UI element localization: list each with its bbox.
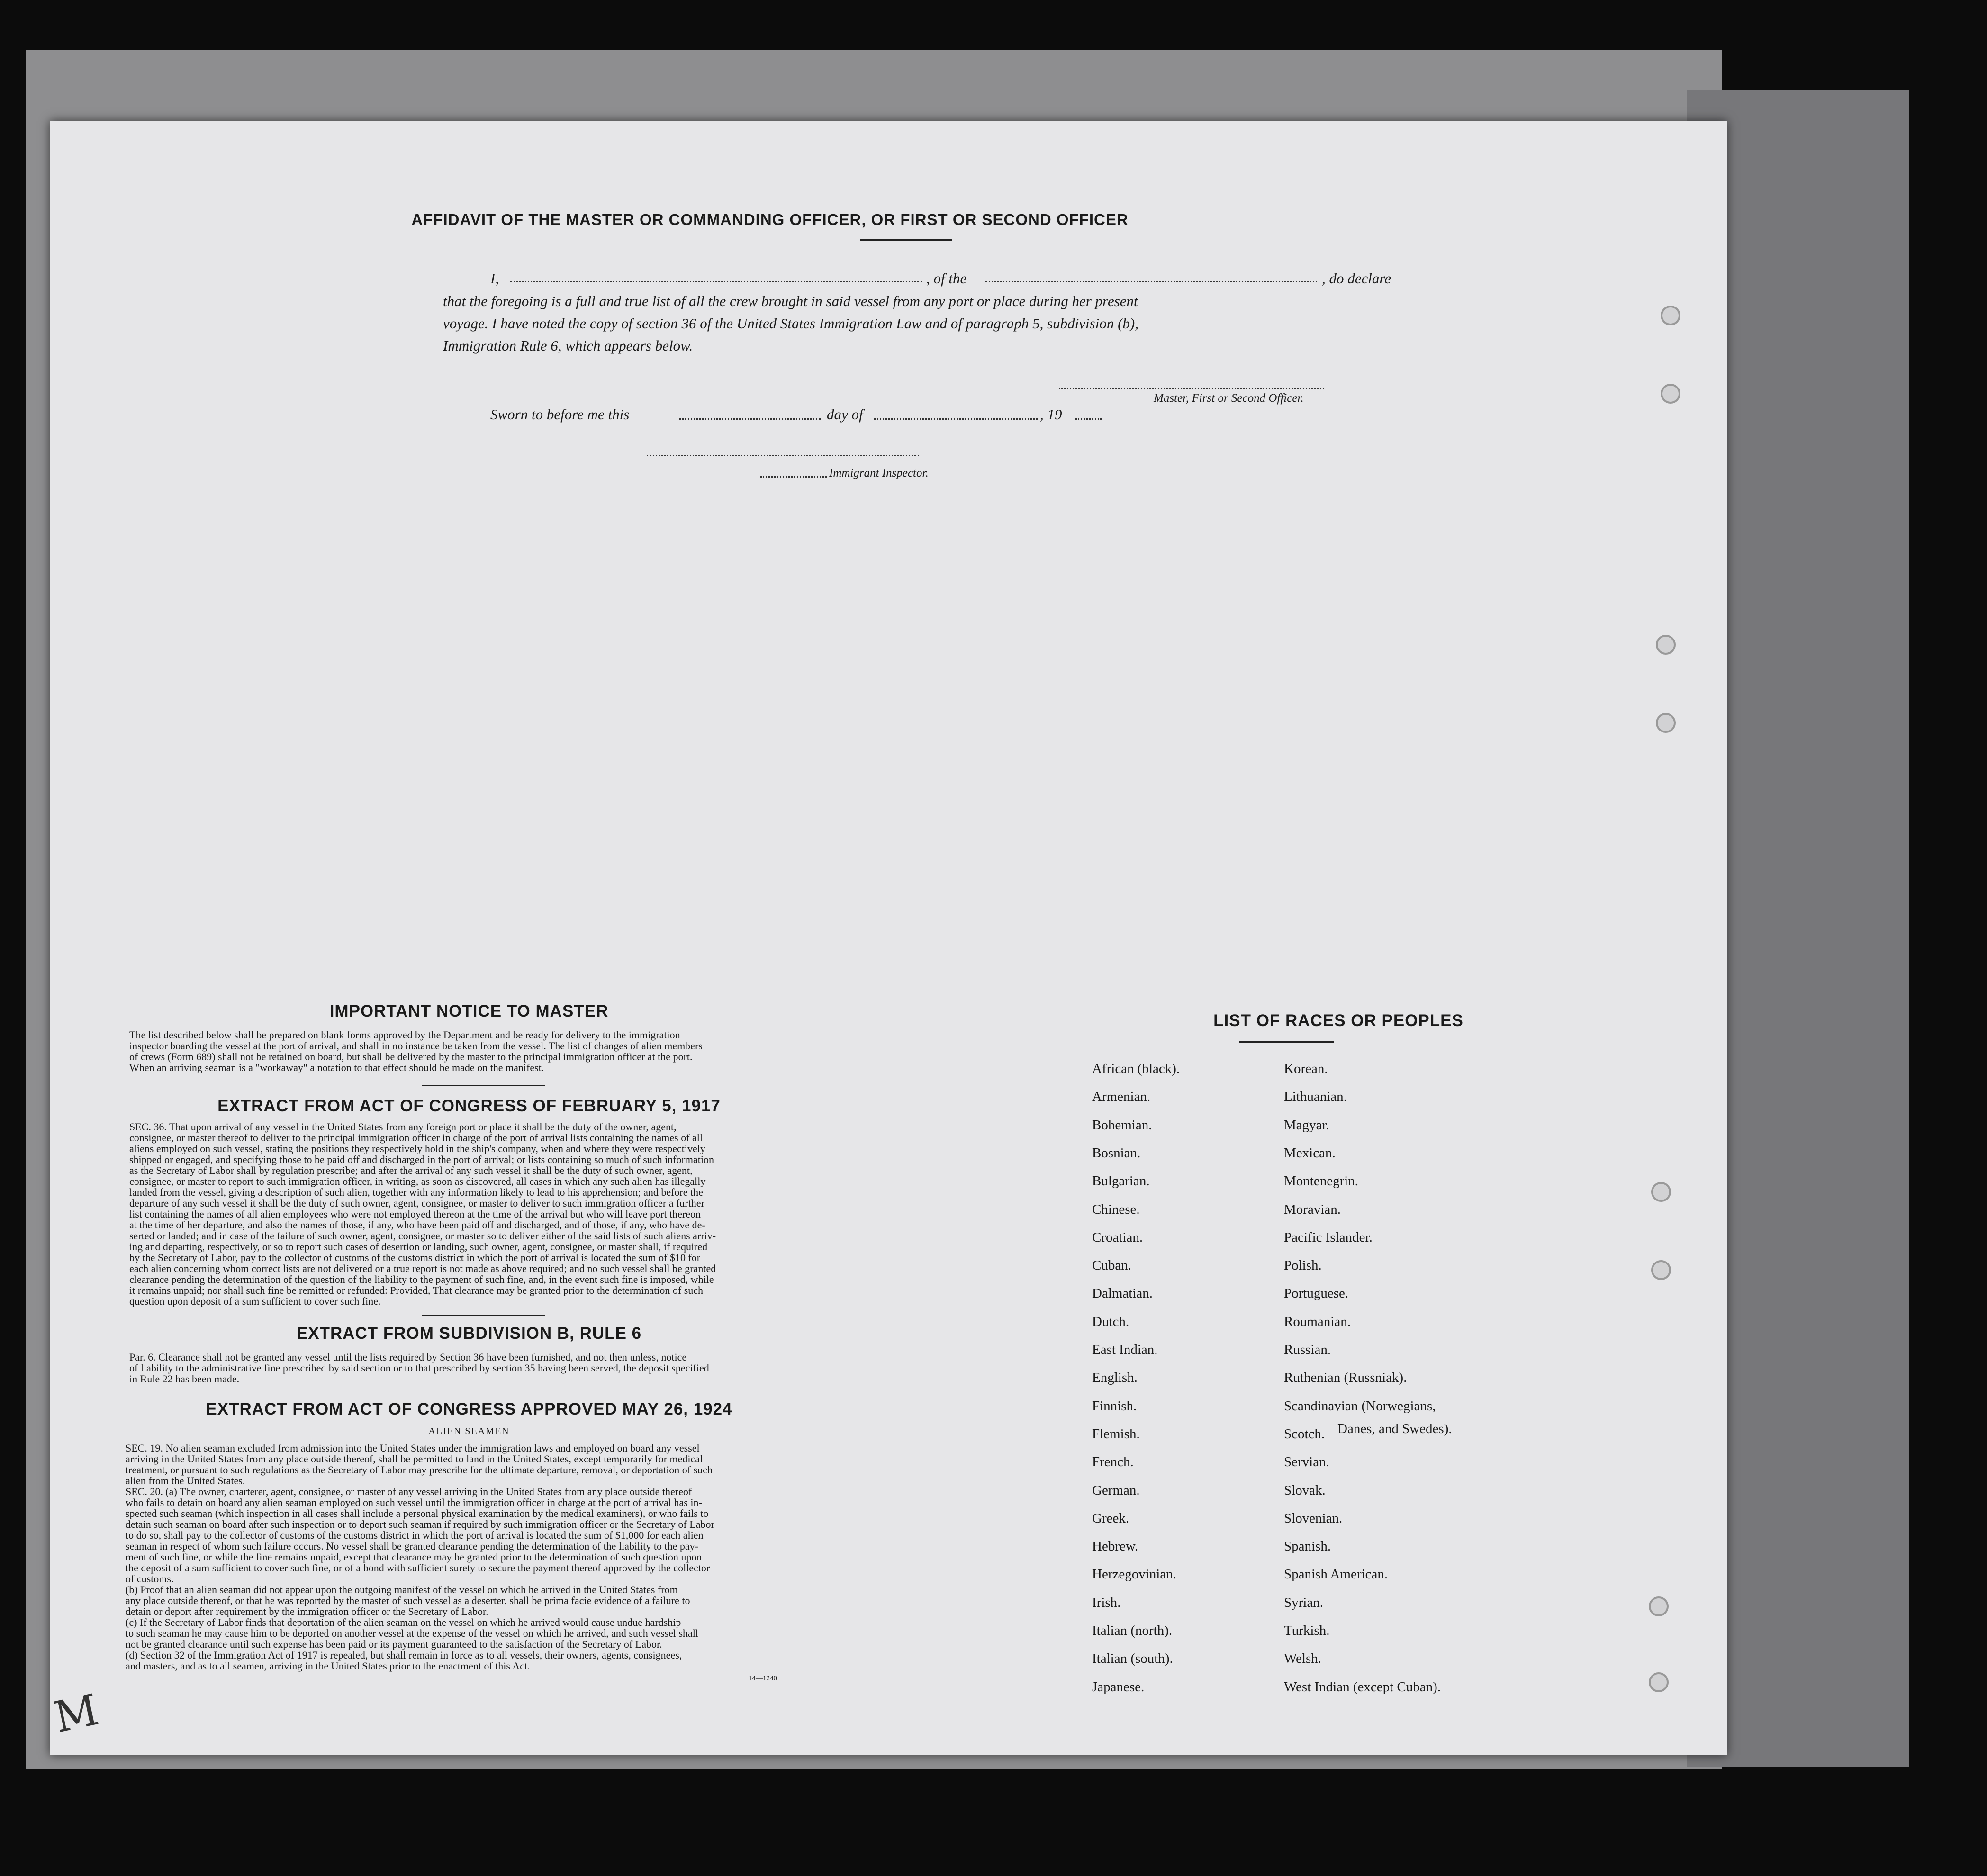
race-item: Pacific Islander. (1284, 1229, 1373, 1245)
rule6-line: in Rule 22 has been made. (129, 1373, 240, 1385)
act1917-line: list containing the names of all alien employees who were not employed thereon at the time of the arrival but who will leave port thereon (129, 1208, 701, 1220)
vessel-blank[interactable] (985, 271, 1317, 282)
race-item: Bohemian. (1092, 1117, 1152, 1133)
act1917-line: serted or landed; and in case of the failure of such owner, agent, consignee, or master so to deliver either of the said lists of such aliens arriv- (129, 1230, 716, 1242)
race-item: African (black). (1092, 1061, 1180, 1076)
race-item: Mexican. (1284, 1145, 1336, 1161)
race-item: Slovak. (1284, 1482, 1326, 1498)
notice-line: inspector boarding the vessel at the port of arrival, and shall in no instance be taken from the vessel. The list of changes of alien members (129, 1040, 703, 1052)
race-item: Portuguese. (1284, 1286, 1349, 1301)
race-item: Spanish American. (1284, 1567, 1388, 1582)
act1917-line: aliens employed on such vessel, stating the positions they respectively hold in the ship's company, when and where they were respectively (129, 1143, 705, 1154)
race-item: Dutch. (1092, 1314, 1129, 1329)
notice-rule (422, 1085, 545, 1086)
act1924-line: ment of such fine, or while the fine remains unpaid, except that clearance may be granted prior to the determination of such question upon (126, 1551, 702, 1563)
act1924-line: and masters, and as to all seamen, arriving in the United States prior to the enactment of this Act. (126, 1660, 530, 1672)
race-item: Herzegovinian. (1092, 1567, 1176, 1582)
year-text: , 19 (1040, 406, 1062, 423)
master-signature-label: Master, First or Second Officer. (1154, 392, 1304, 405)
affidavit-declare: , do declare (1322, 270, 1391, 287)
binder-hole (1649, 1672, 1669, 1692)
race-item: Cuban. (1092, 1258, 1131, 1273)
act1917-line: SEC. 36. That upon arrival of any vessel in the United States from any foreign port or place it shall be the duty of the owner, agent, (129, 1121, 677, 1133)
binder-hole (1661, 384, 1680, 404)
race-item: Spanish. (1284, 1539, 1331, 1554)
race-item: Lithuanian. (1284, 1089, 1347, 1105)
binder-hole (1649, 1596, 1669, 1616)
act1924-line: spected such seaman (which inspection in all cases shall include a personal physical examination by the medical examiners), or who fails to (126, 1507, 709, 1519)
inspector-signature-lead (760, 471, 827, 478)
binder-hole (1651, 1260, 1671, 1280)
master-signature-line[interactable] (1059, 383, 1324, 389)
act1917-line: at the time of her departure, and also the names of those, if any, who have been paid off and discharged, and of those, if any, who have de- (129, 1219, 705, 1231)
race-item: French. (1092, 1454, 1134, 1470)
race-item: Ruthenian (Russniak). (1284, 1370, 1407, 1386)
act1924-line: any place outside thereof, or that he was reported by the master of such vessel as a deserter, shall be prima facie evidence of a failure to (126, 1595, 690, 1606)
act1917-line: it remains unpaid; nor shall such fine be remitted or refunded: Provided, That clearance may be granted prior to the determination of such (129, 1284, 704, 1296)
act1917-line: landed from the vessel, giving a description of such alien, together with any information likely to lead to his apprehension; and before the (129, 1186, 703, 1198)
act1924-line: to such seaman he may cause him to be deported on another vessel at the expense of the vessel on which he arrived, and such vessel shall (126, 1627, 699, 1639)
act1917-line: consignee, or master to report to such immigration officer, in writing, as soon as discovered, all cases in which any such alien has illegally (129, 1175, 706, 1187)
binder-hole (1656, 635, 1676, 655)
notice-line: When an arriving seaman is a "workaway" a notation to that effect should be made on the manifest. (129, 1062, 544, 1073)
act1917-line: each alien concerning whom correct lists are not delivered or a true report is not made as above required; and no such vessel shall be granted (129, 1263, 716, 1274)
act1917-title: EXTRACT FROM ACT OF CONGRESS OF FEBRUARY 5, 1917 (217, 1097, 721, 1115)
race-item: Italian (south). (1092, 1651, 1173, 1667)
race-item: Turkish. (1284, 1623, 1330, 1638)
races-rule (1239, 1041, 1334, 1043)
race-item: Scandinavian (Norwegians, (1284, 1398, 1436, 1414)
act1924-line: (b) Proof that an alien seaman did not appear upon the outgoing manifest of the vessel on which he arrived in the United States from (126, 1584, 678, 1596)
act1917-line: clearance pending the determination of the question of the liability to the payment of such fine, and, in the event such fine is imposed, while (129, 1273, 714, 1285)
notice-title: IMPORTANT NOTICE TO MASTER (329, 1002, 609, 1020)
race-item: Slovenian. (1284, 1510, 1343, 1526)
name-blank[interactable] (510, 271, 922, 282)
races-title: LIST OF RACES OR PEOPLES (1213, 1011, 1463, 1030)
handwritten-mark: M (50, 1685, 103, 1743)
affidavit-line-2: that the foregoing is a full and true list of all the crew brought in said vessel from any port or place during her present (443, 293, 1138, 309)
day-of-text: day of (827, 406, 863, 423)
act1917-line: consignee, or master thereof to deliver to the principal immigration officer in charge of the port of arrival lists containing the names of all (129, 1132, 703, 1144)
act1924-line: alien from the United States. (126, 1475, 245, 1487)
race-scandinavian-continued: Danes, and Swedes). (1337, 1421, 1452, 1436)
sworn-text: Sworn to before me this (490, 406, 630, 423)
act1924-line: SEC. 19. No alien seaman excluded from admission into the United States under the immigration laws and employed on board any vessel (126, 1442, 700, 1454)
act1924-line: seaman in respect of whom such failure occurs. No vessel shall be granted clearance pending the determination of the liability to the pay- (126, 1540, 698, 1552)
act1917-line: by the Secretary of Labor, pay to the collector of customs of the customs district in which the port of arrival is located the sum of $10 for (129, 1252, 701, 1263)
act1917-body (129, 1121, 809, 1307)
race-item: Montenegrin. (1284, 1173, 1359, 1189)
race-item: English. (1092, 1370, 1138, 1386)
sworn-year-blank[interactable] (1075, 410, 1102, 420)
race-item: Polish. (1284, 1258, 1322, 1273)
sworn-day-blank[interactable] (679, 410, 821, 420)
notice-line: The list described below shall be prepared on blank forms approved by the Department and be ready for delivery to the immigration (129, 1029, 680, 1041)
notice-line: of crews (Form 689) shall not be retained on board, but shall be delivered by the master to the principal immigration officer at the port. (129, 1051, 693, 1063)
act1924-line: who fails to detain on board any alien seaman employed on such vessel until the immigration officer in charge at the port of arrival has in- (126, 1497, 702, 1508)
race-item: Welsh. (1284, 1651, 1322, 1667)
act1917-line: departure of any such vessel it shall be the duty of such owner, agent, consignee, or master to deliver to such immigration officer a further (129, 1197, 704, 1209)
race-item: Croatian. (1092, 1229, 1143, 1245)
rule6-line: of liability to the administrative fine prescribed by said section or to that prescribed by section 35 having been served, the deposit specified (129, 1362, 709, 1374)
race-item: Scotch. (1284, 1426, 1325, 1442)
race-item: Moravian. (1284, 1201, 1341, 1217)
race-item: Bosnian. (1092, 1145, 1141, 1161)
act1917-line: ing and departing, respectively, or so to report such cases of desertion or landing, such owner, agent, consignee, or master shall, if required (129, 1241, 708, 1253)
rule6-body (129, 1352, 809, 1384)
sworn-month-blank[interactable] (874, 410, 1038, 420)
act1924-line: to do so, shall pay to the collector of customs of the customs district in which the port of arrival is located the sum of $1,000 for each alien (126, 1529, 704, 1541)
race-item: Greek. (1092, 1510, 1129, 1526)
race-item: Syrian. (1284, 1595, 1323, 1610)
race-item: Roumanian. (1284, 1314, 1351, 1329)
act1924-line: treatment, or pursuant to such regulations as the Secretary of Labor may prescribe for the ultimate departure, removal, or deportation of such (126, 1464, 713, 1476)
race-item: Russian. (1284, 1342, 1331, 1357)
race-item: Irish. (1092, 1595, 1121, 1610)
act1917-line: question upon deposit of a sum sufficient to cover such fine. (129, 1295, 381, 1307)
inspector-label: Immigrant Inspector. (829, 467, 929, 479)
race-item: West Indian (except Cuban). (1284, 1679, 1441, 1695)
affidavit-title: AFFIDAVIT OF THE MASTER OR COMMANDING OFFICER, OR FIRST OR SECOND OFFICER (411, 211, 1129, 228)
affidavit-title-rule (860, 239, 952, 241)
act1924-body (126, 1443, 810, 1671)
act1924-line: not be granted clearance until such expense has been paid or its payment guaranteed to the satisfaction of the Secretary of Labor. (126, 1638, 662, 1650)
act1917-line: as the Secretary of Labor shall by regulation prescribe; and after the arrival of any such vessel it shall be the duty of such owner, agent, (129, 1164, 693, 1176)
act1924-line: (c) If the Secretary of Labor finds that deportation of the alien seaman on the vessel on which he arrived would cause undue hardship (126, 1616, 681, 1628)
document-page (50, 121, 1727, 1755)
rule6-title: EXTRACT FROM SUBDIVISION B, RULE 6 (296, 1324, 642, 1343)
race-item: Chinese. (1092, 1201, 1140, 1217)
race-item: Finnish. (1092, 1398, 1137, 1414)
act1924-line: detain or deport after requirement by the immigration officer or the Secretary of Labor. (126, 1605, 488, 1617)
inspector-signature-line[interactable] (647, 450, 919, 456)
binder-hole (1661, 306, 1680, 325)
act1924-line: detain such seaman on board after such inspection or to deport such seaman if required by such immigration officer or the Secretary of Labor (126, 1518, 714, 1530)
race-item: Magyar. (1284, 1117, 1329, 1133)
race-item: Servian. (1284, 1454, 1329, 1470)
act1917-line: shipped or engaged, and specifying those to be paid off and discharged in the port of arrival; or lists containing so much of such information (129, 1154, 714, 1165)
race-item: East Indian. (1092, 1342, 1158, 1357)
race-item: Hebrew. (1092, 1539, 1138, 1554)
act1924-line: of customs. (126, 1573, 174, 1585)
race-item: Flemish. (1092, 1426, 1140, 1442)
binder-hole (1651, 1182, 1671, 1202)
affidavit-line-4: Immigration Rule 6, which appears below. (443, 337, 693, 354)
act1924-line: arriving in the United States from any place outside thereof, shall be permitted to land in the United States, except temporarily for medical (126, 1453, 703, 1465)
affidavit-line-3: voyage. I have noted the copy of section 36 of the United States Immigration Law and of paragraph 5, subdivision (b), (443, 315, 1138, 332)
act1924-line: the deposit of a sum sufficient to cover such fine, or of a bond with sufficient surety to secure the payment thereof approved by the collector (126, 1562, 710, 1574)
race-item: Dalmatian. (1092, 1286, 1153, 1301)
race-item: Italian (north). (1092, 1623, 1173, 1638)
act1924-subtitle: ALIEN SEAMEN (428, 1426, 510, 1436)
race-item: Bulgarian. (1092, 1173, 1150, 1189)
form-number: 14—1240 (749, 1675, 777, 1682)
race-item: Japanese. (1092, 1679, 1145, 1695)
rule6-line: Par. 6. Clearance shall not be granted any vessel until the lists required by Section 36 have been furnished, and not then unless, notice (129, 1351, 687, 1363)
notice-body (129, 1029, 809, 1073)
act1924-title: EXTRACT FROM ACT OF CONGRESS APPROVED MAY 26, 1924 (206, 1400, 732, 1418)
act1924-line: (d) Section 32 of the Immigration Act of 1917 is repealed, but shall remain in force as to all vessels, their owners, agents, consignees, (126, 1649, 682, 1661)
act1917-rule (422, 1315, 545, 1316)
race-item: Armenian. (1092, 1089, 1151, 1105)
race-item: Korean. (1284, 1061, 1328, 1076)
affidavit-i: I, (490, 270, 499, 287)
affidavit-of-the: , of the (926, 270, 967, 287)
race-item: German. (1092, 1482, 1140, 1498)
binder-hole (1656, 713, 1676, 733)
act1924-line: SEC. 20. (a) The owner, charterer, agent, consignee, or master of any vessel arriving in the United States from any place outside thereof (126, 1486, 692, 1497)
